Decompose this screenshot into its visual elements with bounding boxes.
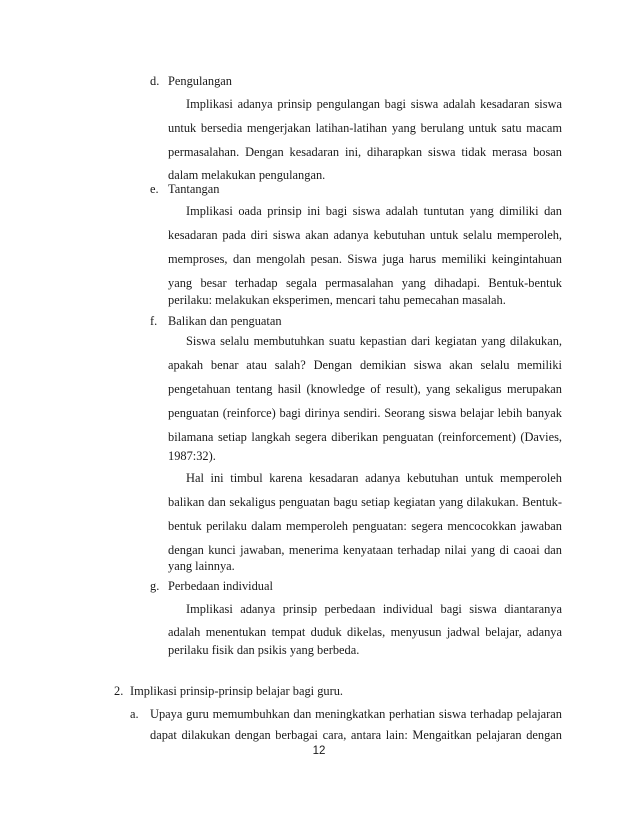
paragraph-line: kesadaran pada diri siswa akan adanya kebutuhan untuk selalu memperoleh, [168, 228, 562, 242]
paragraph-line: Siswa selalu membutuhkan suatu kepastian dari kegiatan yang dilakukan, [186, 334, 562, 348]
list-marker: e. [150, 182, 159, 196]
paragraph-line: dapat dilakukan dengan berbagai cara, antara lain: Mengaitkan pelajaran dengan [150, 728, 562, 742]
paragraph-line: memproses, dan mengolah pesan. Siswa juga harus memiliki keingintahuan [168, 252, 562, 266]
paragraph-line: apakah benar atau salah? Dengan demikian siswa akan selalu memiliki [168, 358, 562, 372]
paragraph-line: dalam melakukan pengulangan. [168, 168, 326, 182]
paragraph-line: yang besar terhadap segala permasalahan yang dihadapi. Bentuk-bentuk [168, 276, 562, 290]
paragraph-line: pengetahuan tentang hasil (knowledge of result), yang sekaligus merupakan [168, 382, 562, 396]
paragraph-line: Implikasi adanya prinsip perbedaan individual bagi siswa diantaranya [186, 602, 562, 616]
list-marker: a. [130, 707, 139, 721]
section-heading: Pengulangan [168, 74, 233, 88]
paragraph-line: perilaku: melakukan eksperimen, mencari tahu pemecahan masalah. [168, 293, 506, 307]
paragraph-line: Hal ini timbul karena kesadaran adanya kebutuhan untuk memperoleh [186, 471, 562, 485]
paragraph-line: adalah menentukan tempat duduk dikelas, menyusun jadwal belajar, adanya [168, 625, 562, 639]
list-marker: 2. [114, 684, 124, 698]
page-number: 12 [312, 745, 326, 757]
paragraph-line: penguatan (reinforce) bagi dirinya sendiri. Seorang siswa belajar lebih banyak [168, 406, 562, 420]
paragraph-line: bentuk perilaku dalam memperoleh penguatan: segera mencocokkan jawaban [168, 519, 562, 533]
list-marker: f. [150, 314, 158, 328]
paragraph-line: untuk bersedia mengerjakan latihan-latihan yang berulang untuk satu macam [168, 121, 562, 135]
section-heading: Balikan dan penguatan [168, 314, 282, 328]
paragraph-line: dengan kunci jawaban, menerima kenyataan terhadap nilai yang di caoai dan [168, 543, 562, 557]
paragraph-line: Upaya guru memumbuhkan dan meningkatkan perhatian siswa terhadap pelajaran [150, 707, 562, 721]
paragraph-line: balikan dan sekaligus penguatan bagu setiap kegiatan yang dilakukan. Bentuk- [168, 495, 562, 509]
section-heading: Implikasi prinsip-prinsip belajar bagi guru. [130, 684, 344, 698]
paragraph-line: Implikasi adanya prinsip pengulangan bagi siswa adalah kesadaran siswa [186, 97, 562, 111]
section-heading: Tantangan [168, 182, 220, 196]
list-marker: d. [150, 74, 160, 88]
paragraph-line: 1987:32). [168, 449, 216, 463]
paragraph-line: permasalahan. Dengan kesadaran ini, diharapkan siswa tidak merasa bosan [168, 145, 562, 159]
paragraph-line: perilaku fisik dan psikis yang berbeda. [168, 643, 360, 657]
paragraph-line: bilamana setiap langkah segera diberikan penguatan (reinforcement) (Davies, [168, 430, 562, 444]
list-marker: g. [150, 579, 160, 593]
paragraph-line: yang lainnya. [168, 559, 235, 573]
section-heading: Perbedaan individual [168, 579, 273, 593]
paragraph-line: Implikasi oada prinsip ini bagi siswa adalah tuntutan yang dimiliki dan [186, 204, 562, 218]
